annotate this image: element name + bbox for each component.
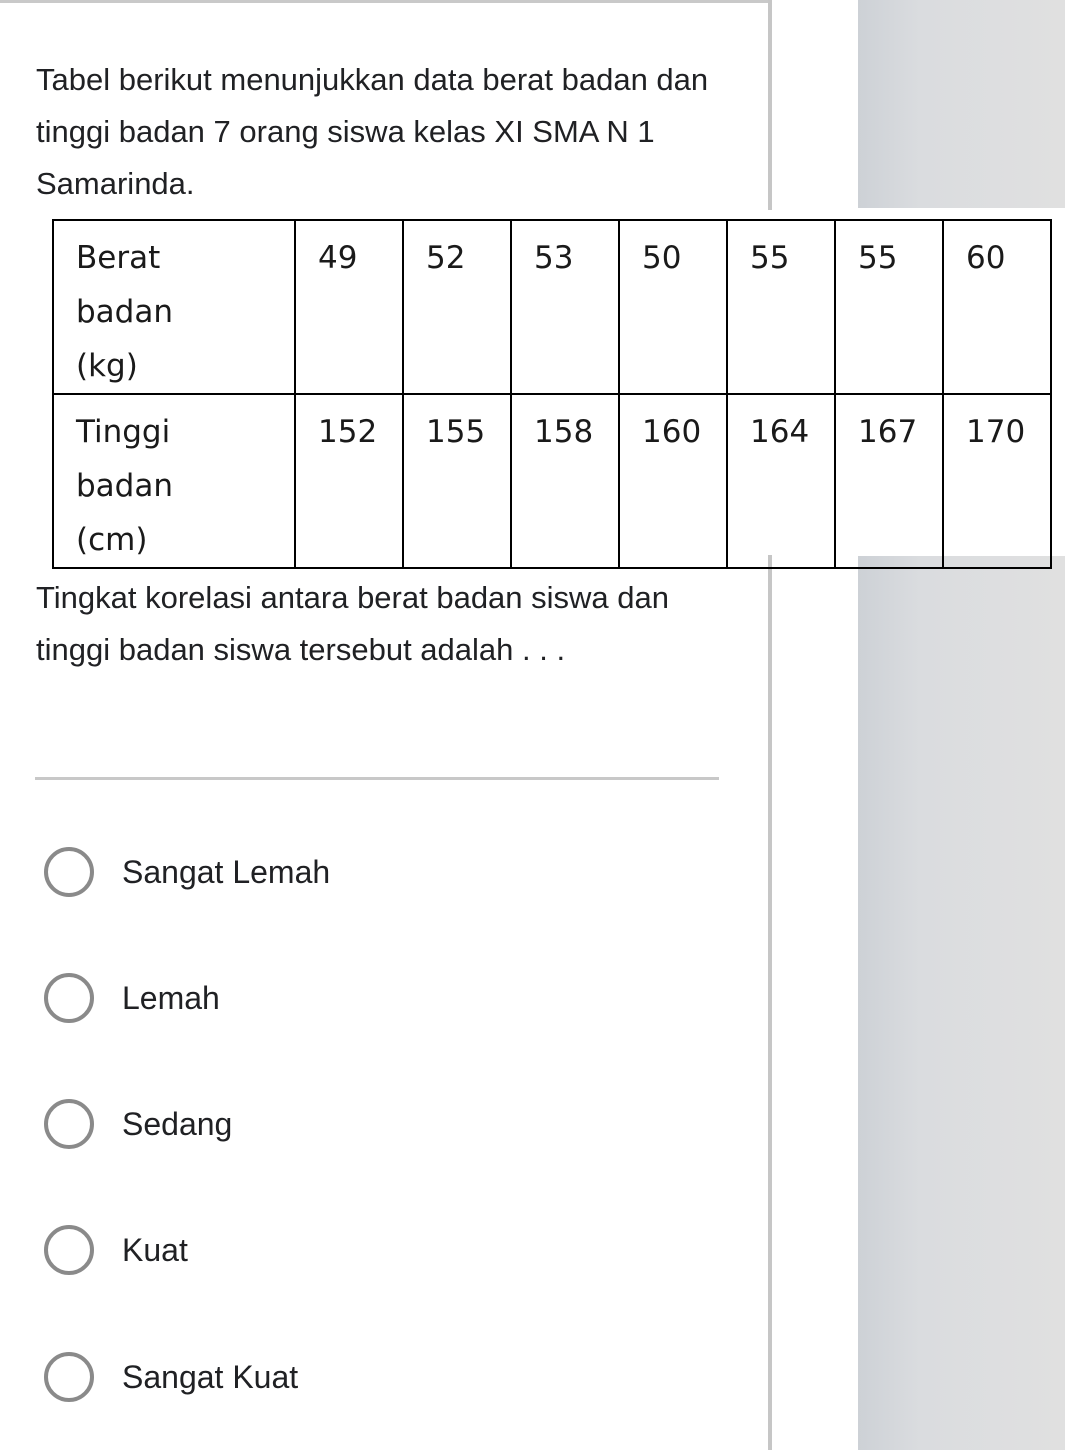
table-cell: 160 xyxy=(619,394,727,568)
table-cell: 167 xyxy=(835,394,943,568)
table-cell: 158 xyxy=(511,394,619,568)
card-border xyxy=(768,555,772,1450)
option-lemah[interactable] xyxy=(44,968,220,1028)
table-cell: 49 xyxy=(295,220,403,394)
option-label[interactable]: Sangat Kuat xyxy=(122,1358,299,1395)
table-cell: 155 xyxy=(403,394,511,568)
table-cell: 55 xyxy=(835,220,943,394)
table-cell: 60 xyxy=(943,220,1051,394)
side-panel xyxy=(858,556,1065,1450)
radio-button[interactable] xyxy=(44,1352,94,1402)
side-panel xyxy=(858,0,1065,208)
table-cell: 55 xyxy=(727,220,835,394)
table-cell: 53 xyxy=(511,220,619,394)
data-table xyxy=(52,219,1052,569)
radio-button[interactable] xyxy=(44,1225,94,1275)
row-header-height: Tinggi badan (cm) xyxy=(53,394,295,568)
radio-button[interactable] xyxy=(44,847,94,897)
radio-button[interactable] xyxy=(44,1099,94,1149)
option-sangat-lemah[interactable] xyxy=(44,842,330,902)
row-header-weight: Berat badan (kg) xyxy=(53,220,295,394)
question-intro: Tabel berikut menunjukkan data berat badan dan tinggi badan 7 orang siswa kelas XI SMA N 1 Samarinda. xyxy=(36,62,709,201)
option-kuat[interactable] xyxy=(44,1220,188,1280)
table-cell: 164 xyxy=(727,394,835,568)
table-row xyxy=(53,220,1051,394)
option-label[interactable]: Lemah xyxy=(122,979,220,1016)
table-cell: 170 xyxy=(943,394,1051,568)
table-row xyxy=(53,394,1051,568)
card-border xyxy=(768,0,772,210)
option-label[interactable]: Sangat Lemah xyxy=(122,853,331,890)
option-label[interactable]: Sedang xyxy=(122,1105,233,1142)
table-cell: 52 xyxy=(403,220,511,394)
question-prompt: Tingkat korelasi antara berat badan siswa dan tinggi badan siswa tersebut adalah . . . xyxy=(36,580,670,667)
radio-button[interactable] xyxy=(44,973,94,1023)
divider xyxy=(35,777,719,780)
option-sedang[interactable] xyxy=(44,1094,232,1154)
table-cell: 50 xyxy=(619,220,727,394)
option-label[interactable]: Kuat xyxy=(122,1231,188,1268)
option-sangat-kuat[interactable] xyxy=(44,1347,298,1407)
card-border xyxy=(0,0,770,3)
table-cell: 152 xyxy=(295,394,403,568)
